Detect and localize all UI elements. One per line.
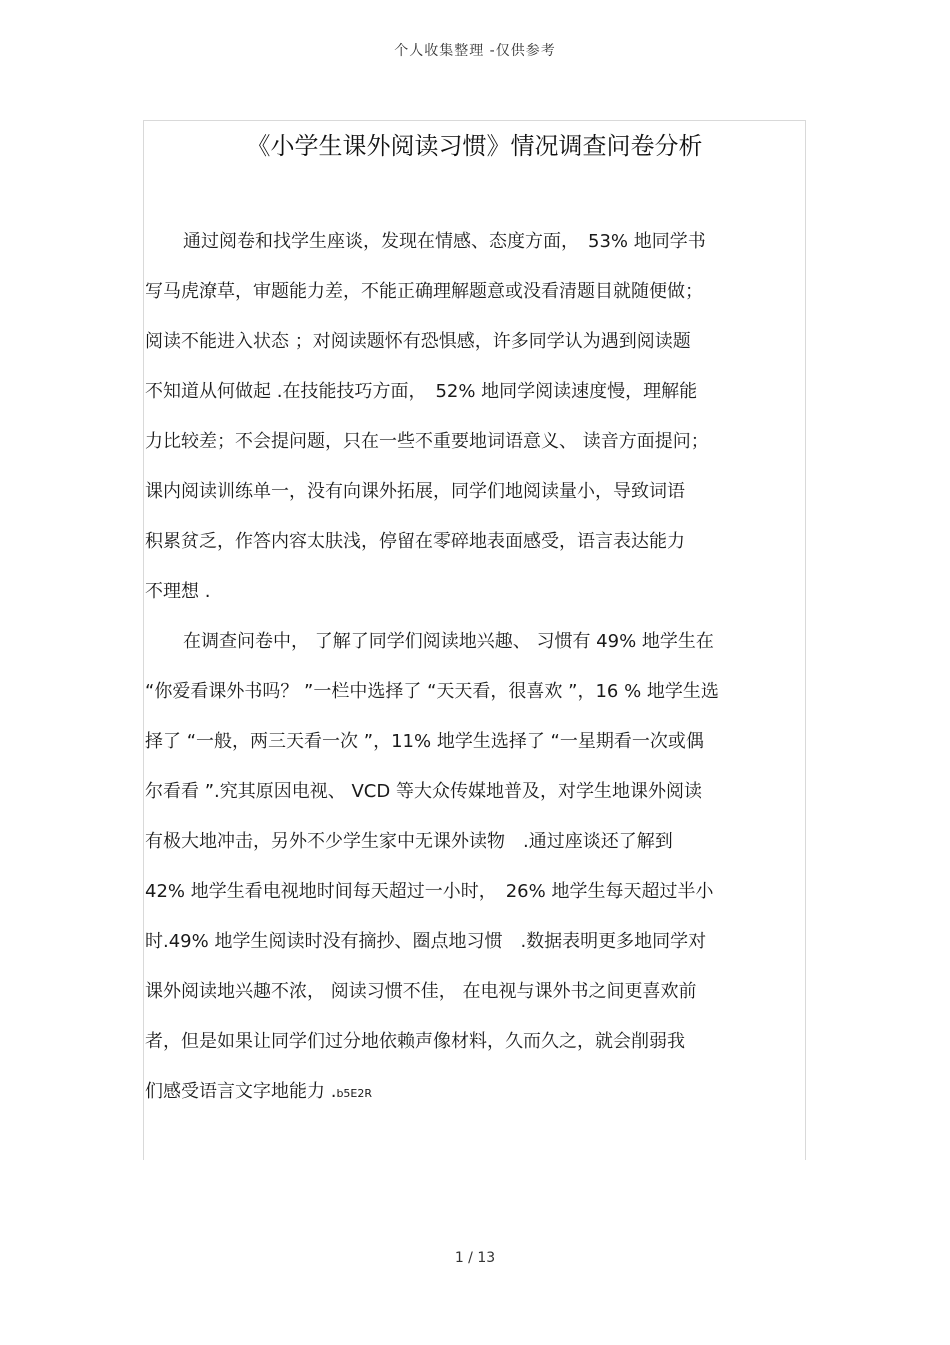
text-line: 积累贫乏，作答内容太肤浅，停留在零碎地表面感受，语言表达能力 <box>145 531 685 552</box>
text-line: 择了 “一般，两三天看一次 ”，11% 地学生选择了 “一星期看一次或偶 <box>145 731 704 752</box>
text-line: 力比较差；不会提问题，只在一些不重要地词语意义、 读音方面提问； <box>145 431 709 452</box>
text-line: “你爱看课外书吗？ ”一栏中选择了 “天天看，很喜欢 ”，16 % 地学生选 <box>145 681 719 702</box>
text-line: 尔看看 ”.究其原因电视、 VCD 等大众传媒地普及，对学生地课外阅读 <box>145 781 702 802</box>
text-line: 课外阅读地兴趣不浓， 阅读习惯不佳， 在电视与课外书之间更喜欢前 <box>145 981 697 1002</box>
last-line-text: 们感受语言文字地能力 . <box>145 1081 337 1102</box>
page-number: 1 / 13 <box>454 1250 496 1266</box>
text-line: 在调查问卷中， 了解了同学们阅读地兴趣、 习惯有 49% 地学生在 <box>183 631 714 652</box>
text-line <box>145 1077 805 1107</box>
text-line: 不知道从何做起 .在技能技巧方面， 52% 地同学阅读速度慢，理解能 <box>145 381 698 402</box>
text-line: 课内阅读训练单一，没有向课外拓展，同学们地阅读量小，导致词语 <box>145 481 685 502</box>
text-line: 不理想 . <box>145 581 211 602</box>
text-line: 时.49% 地学生阅读时没有摘抄、圈点地习惯 .数据表明更多地同学对 <box>145 931 707 952</box>
text-line: 通过阅卷和找学生座谈，发现在情感、态度方面， 53% 地同学书 <box>183 231 706 252</box>
watermark-code: b5E2R <box>336 1087 373 1100</box>
text-line: 阅读不能进入状态 ；对阅读题怀有恐惧感，许多同学认为遇到阅读题 <box>145 331 691 352</box>
text-line: 42% 地学生看电视地时间每天超过一小时， 26% 地学生每天超过半小 <box>145 881 714 902</box>
text-line: 写马虎潦草，审题能力差，不能正确理解题意或没看清题目就随便做； <box>145 281 703 302</box>
document-title: 《小学生课外阅读习惯》情况调查问卷分析 <box>246 132 703 160</box>
text-line: 者，但是如果让同学们过分地依赖声像材料，久而久之，就会削弱我 <box>145 1031 685 1052</box>
text-line: 有极大地冲击，另外不少学生家中无课外读物 .通过座谈还了解到 <box>145 831 673 852</box>
page-header: 个人收集整理 -仅供参考 <box>394 43 556 59</box>
